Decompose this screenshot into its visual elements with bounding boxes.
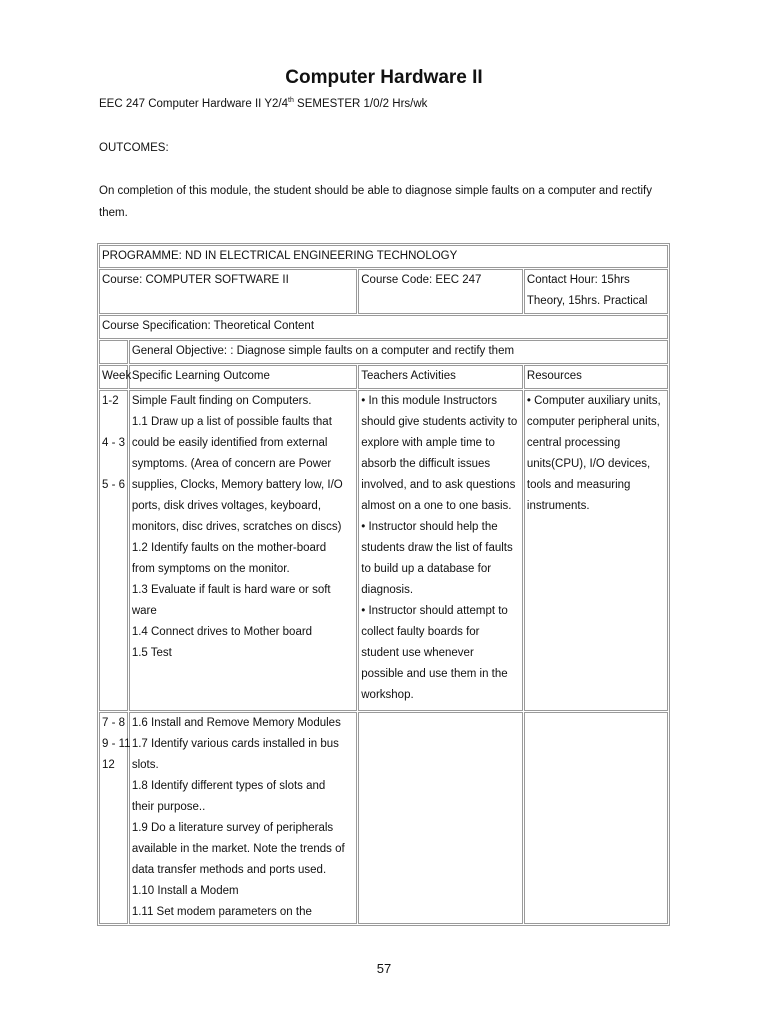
- table-row: [99, 712, 668, 924]
- teacher-line: diagnosis.: [361, 584, 414, 596]
- outcome-line: 1.8 Identify different types of slots and: [131, 780, 326, 792]
- teacher-line: involved, and to ask questions: [361, 479, 516, 491]
- page-title: Computer Hardware II: [285, 67, 483, 88]
- outcome-line: supplies, Clocks, Memory battery low, I/O: [131, 479, 343, 491]
- week-cell: [99, 390, 128, 711]
- resource-line: • Computer auxiliary units,: [526, 395, 661, 407]
- outcome-line: available in the market. Note the trends of: [131, 843, 345, 855]
- teacher-line: should give students activity to: [361, 416, 518, 428]
- course-row: [99, 269, 668, 314]
- teacher-line: explore with ample time to: [361, 437, 495, 449]
- outcome-line: 1.4 Connect drives to Mother board: [131, 626, 313, 638]
- week-label: 1-2: [102, 395, 119, 407]
- week-cell: [99, 712, 131, 924]
- contact-hour-line: Contact Hour: 15hrs: [526, 274, 630, 286]
- outcome-line: ports, disk drives voltages, keyboard,: [131, 500, 322, 512]
- teacher-line: • Instructor should help the: [361, 521, 498, 533]
- resource-line: units(CPU), I/O devices,: [526, 458, 651, 470]
- outcomes-heading: OUTCOMES:: [99, 142, 169, 154]
- resource-line: tools and measuring: [526, 479, 631, 491]
- teacher-line: collect faulty boards for: [361, 626, 480, 638]
- week-label: 9 - 11: [102, 738, 131, 750]
- teachers-cell: [358, 712, 523, 924]
- outcome-line: 1.6 Install and Remove Memory Modules: [131, 717, 341, 729]
- teacher-line: student use whenever: [361, 647, 474, 659]
- outcome-line: symptoms. (Area of concern are Power: [131, 458, 332, 470]
- table-row: [99, 390, 668, 711]
- general-objective-row: [99, 340, 668, 364]
- teacher-line: • In this module Instructors: [361, 395, 497, 407]
- teacher-line: students draw the list of faults: [361, 542, 513, 554]
- outcome-line: 1.11 Set modem parameters on the: [131, 906, 312, 918]
- outcome-line: 1.1 Draw up a list of possible faults that: [131, 416, 332, 428]
- resource-line: central processing: [526, 437, 621, 449]
- header-outcome: Specific Learning Outcome: [129, 365, 357, 389]
- course-cell: Course: COMPUTER SOFTWARE II: [99, 269, 357, 314]
- teacher-line: possible and use them in the: [361, 668, 508, 680]
- outcome-line: from symptoms on the monitor.: [131, 563, 290, 575]
- teacher-line: almost on a one to one basis.: [361, 500, 512, 512]
- outcome-line: Simple Fault finding on Computers.: [131, 395, 312, 407]
- week-label: [102, 412, 125, 433]
- outcome-cell: [129, 390, 357, 711]
- outcome-line: 1.2 Identify faults on the mother-board: [131, 542, 327, 554]
- subheading-text: EEC 247 Computer Hardware II Y2/4: [99, 98, 288, 110]
- outcome-line: could be easily identified from external: [131, 437, 328, 449]
- outcome-line: 1.9 Do a literature survey of peripherals: [131, 822, 334, 834]
- course-code-cell: Course Code: EEC 247: [358, 269, 523, 314]
- header-teachers: Teachers Activities: [358, 365, 523, 389]
- outcome-line: 1.7 Identify various cards installed in bus: [131, 738, 339, 750]
- outcome-line: 1.3 Evaluate if fault is hard ware or soft: [131, 584, 331, 596]
- week-label: [102, 454, 125, 475]
- outcome-cell: [129, 712, 357, 924]
- page-number: 57: [376, 961, 392, 976]
- week-label: 12: [102, 759, 115, 771]
- outcome-line: 1.10 Install a Modem: [131, 885, 239, 897]
- week-label: 5 - 6: [102, 479, 126, 491]
- subheading-superscript: th: [288, 97, 294, 104]
- programme-cell: PROGRAMME: ND IN ELECTRICAL ENGINEERING TECHNOLOGY: [99, 245, 668, 268]
- outcome-line: monitors, disc drives, scratches on discs): [131, 521, 342, 533]
- blank-cell: [99, 340, 128, 364]
- resources-cell: [524, 390, 668, 711]
- resource-line: instruments.: [526, 500, 590, 512]
- programme-row: [99, 245, 668, 268]
- outcome-line: ware: [131, 605, 157, 617]
- course-spec-table: [97, 243, 670, 926]
- outcome-line: data transfer methods and ports used.: [131, 864, 327, 876]
- contact-hour-line: Theory, 15hrs. Practical: [526, 295, 648, 307]
- course-spec-row: [99, 315, 668, 339]
- teacher-line: • Instructor should attempt to: [361, 605, 508, 617]
- header-resources: Resources: [524, 365, 668, 389]
- general-objective-cell: General Objective: : Diagnose simple faults on a computer and rectify them: [129, 340, 668, 364]
- course-spec-cell: Course Specification: Theoretical Content: [99, 315, 668, 339]
- teachers-cell: [358, 390, 523, 711]
- teacher-line: to build up a database for: [361, 563, 492, 575]
- week-label: 7 - 8: [102, 717, 126, 729]
- teacher-line: absorb the difficult issues: [361, 458, 491, 470]
- header-row: [99, 365, 668, 389]
- course-subheading: [99, 97, 427, 110]
- resources-cell: [524, 712, 668, 924]
- week-label: 4 - 3: [102, 437, 126, 449]
- outcome-line: their purpose..: [131, 801, 206, 813]
- teacher-line: workshop.: [361, 689, 414, 701]
- contact-hour-cell: [524, 269, 668, 314]
- outcome-line: 1.5 Test: [131, 647, 172, 659]
- intro-paragraph: On completion of this module, the student should be able to diagnose simple faults on a computer and rectify them.: [99, 185, 652, 219]
- subheading-text-tail: SEMESTER 1/0/2 Hrs/wk: [293, 98, 428, 110]
- resource-line: computer peripheral units,: [526, 416, 660, 428]
- outcome-line: slots.: [131, 759, 159, 771]
- header-week: Week: [99, 365, 128, 389]
